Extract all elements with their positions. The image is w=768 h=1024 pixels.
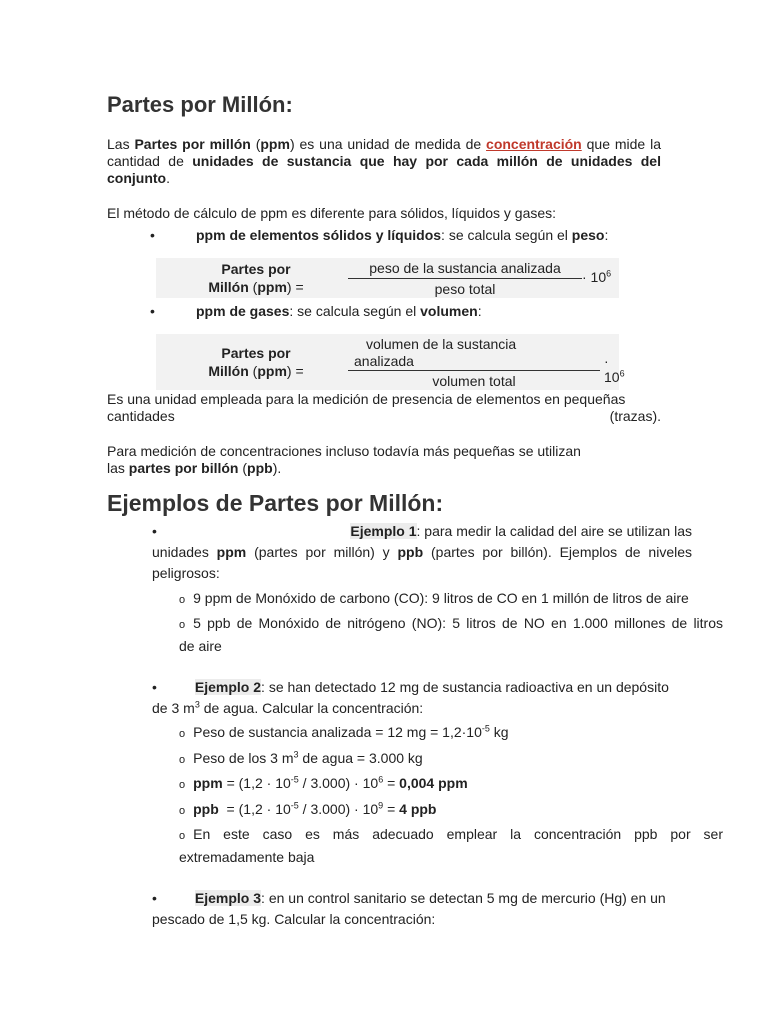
text: = — [383, 801, 400, 817]
term: ppm — [216, 544, 247, 560]
example-2 — [152, 677, 692, 698]
text: = — [383, 775, 400, 791]
example-2-item-4 — [179, 799, 723, 822]
term: Partes por millón — [134, 136, 251, 152]
text: que mide la cantidad de — [107, 136, 662, 169]
formula-weight-box — [156, 258, 619, 298]
text: : se calcula según el — [289, 303, 421, 319]
text: Peso de los 3 m — [193, 750, 294, 766]
exponent: 9 — [378, 800, 384, 811]
text: 5 ppb de Monóxido de nitrógeno (NO): 5 litros de NO en 1.000 millones de litros — [193, 615, 723, 631]
formula-numerator: peso de la sustancia analizada — [369, 260, 561, 276]
concentracion-link[interactable]: concentración — [486, 136, 582, 152]
example-2-line-2 — [152, 698, 423, 719]
ppb-paragraph — [107, 443, 661, 477]
formula-label — [176, 344, 336, 380]
text: de aire — [179, 638, 222, 654]
text: 9 ppm de Monóxido de carbono (CO): 9 litros de CO en 1 millón de litros de aire — [193, 590, 689, 606]
text: de agua = 3.000 kg — [298, 750, 423, 766]
example-2-item-2 — [179, 748, 723, 771]
term: ppb — [397, 544, 424, 560]
example-label: Ejemplo 3 — [194, 890, 262, 906]
example-label: Ejemplo 1 — [350, 523, 417, 539]
text: / 3.000) · 10 — [298, 775, 379, 791]
term-abbr: ppm — [260, 136, 290, 152]
text: : se calcula según el — [441, 227, 572, 243]
formula-numerator-line1: volumen de la sustancia — [366, 336, 517, 352]
text: : se han detectado 12 mg de sustancia radioactiva en un depósito — [261, 679, 669, 695]
examples-title: Ejemplos de Partes por Millón: — [107, 490, 444, 516]
text: Millón — [208, 363, 249, 379]
gases-bullet-text — [196, 303, 482, 319]
formula-volume-box — [156, 334, 625, 390]
text: En este caso es más adecuado emplear la concentración ppb por ser — [193, 826, 723, 842]
circle-bullet-icon: o — [179, 805, 186, 817]
text: ppm — [257, 279, 287, 295]
text: Las — [107, 136, 135, 152]
text: cantidades — [107, 408, 175, 424]
term: ppm de elementos sólidos y líquidos — [196, 227, 442, 243]
circle-bullet-icon: o — [179, 779, 186, 791]
text: ppm — [257, 363, 287, 379]
example-2-item-1 — [179, 722, 723, 745]
exponent: -5 — [481, 723, 490, 734]
example-2-item-3 — [179, 773, 723, 796]
term: ppm — [193, 775, 223, 791]
term: partes por billón — [128, 460, 239, 476]
formula-multiplier — [604, 353, 625, 385]
intro-paragraph — [107, 136, 661, 187]
trace-paragraph — [107, 391, 661, 425]
term: peso — [571, 227, 605, 243]
example-1-item-2 — [179, 613, 723, 657]
text: ( — [248, 279, 258, 295]
exponent: 3 — [293, 749, 299, 760]
circle-bullet-icon: o — [179, 830, 186, 842]
text: Peso de sustancia analizada = 12 mg = 1,2·10 — [193, 724, 482, 740]
text: ) = — [286, 279, 304, 295]
text: ) = — [286, 363, 304, 379]
bullet-icon: • — [152, 679, 157, 695]
text: · 10 — [582, 269, 607, 285]
fraction-line — [348, 370, 600, 371]
formula-denominator: volumen total — [432, 373, 516, 389]
bullet-icon: • — [152, 890, 157, 906]
term: ppm de gases — [196, 303, 290, 319]
text: . — [166, 170, 170, 186]
text: : — [604, 227, 609, 243]
result: 4 ppb — [399, 801, 437, 817]
definition: unidades de sustancia que hay por cada millón de unidades del conjunto — [107, 153, 661, 186]
example-2-item-5 — [179, 824, 723, 868]
example-1 — [152, 521, 692, 584]
text: ( — [250, 136, 261, 152]
circle-bullet-icon: o — [179, 728, 186, 740]
formula-denominator: peso total — [434, 281, 496, 297]
exponent: 6 — [619, 368, 625, 379]
text: pescado de 1,5 kg. Calcular la concentración: — [152, 911, 436, 927]
bullet-icon: • — [150, 227, 155, 243]
text: ). — [272, 460, 282, 476]
fraction-line — [348, 278, 582, 279]
text: de 3 m — [152, 700, 195, 716]
exponent: -5 — [290, 774, 299, 785]
text: ( — [238, 460, 248, 476]
circle-bullet-icon: o — [179, 754, 186, 766]
formula-numerator-line2: analizada — [354, 353, 414, 369]
exponent: -5 — [290, 800, 299, 811]
page-title: Partes por Millón: — [107, 92, 293, 117]
text: : — [477, 303, 482, 319]
bullet-icon: • — [152, 523, 157, 539]
formula-multiplier — [582, 269, 611, 285]
text: Para medición de concentraciones incluso todavía más pequeñas se utilizan — [107, 443, 581, 459]
text: las — [107, 460, 129, 476]
result: 0,004 ppm — [399, 775, 468, 791]
term-abbr: ppb — [247, 460, 273, 476]
method-paragraph: El método de cálculo de ppm es diferente para sólidos, líquidos y gases: — [107, 205, 557, 221]
text: = (1,2 · 10 — [218, 801, 291, 817]
text: de agua. Calcular la concentración: — [199, 700, 424, 716]
bullet-icon: • — [150, 303, 155, 319]
example-1-item-1 — [179, 588, 723, 611]
text: Es una unidad empleada para la medición de presencia de elementos en pequeñas — [107, 391, 626, 407]
text: kg — [489, 724, 509, 740]
text: Partes por — [221, 345, 291, 361]
text: / 3.000) · 10 — [298, 801, 379, 817]
example-label: Ejemplo 2 — [194, 679, 262, 695]
text: peligrosos: — [152, 565, 220, 581]
formula-label — [176, 260, 336, 296]
text: (partes por billón). Ejemplos de niveles — [423, 544, 692, 560]
text: Partes por — [221, 261, 291, 277]
exponent: 3 — [194, 699, 200, 710]
exponent: 6 — [606, 268, 612, 279]
example-3 — [152, 888, 692, 930]
exponent: 6 — [378, 774, 384, 785]
term: ppb — [193, 801, 219, 817]
text: ) es una unidad de medida de — [289, 136, 487, 152]
text: (partes por millón) y — [246, 544, 398, 560]
text: (trazas). — [609, 408, 661, 424]
term: volumen — [420, 303, 478, 319]
circle-bullet-icon: o — [179, 594, 186, 606]
solids-bullet-text — [196, 227, 608, 243]
text: ( — [248, 363, 258, 379]
text: : para medir la calidad del aire se utilizan las — [416, 523, 692, 539]
circle-bullet-icon: o — [179, 619, 186, 631]
text: · 10 — [604, 353, 620, 385]
text: : en un control sanitario se detectan 5 mg de mercurio (Hg) en un — [261, 890, 666, 906]
text: Millón — [208, 279, 249, 295]
text: = (1,2 · 10 — [222, 775, 291, 791]
text: extremadamente baja — [179, 849, 315, 865]
text: unidades — [152, 544, 217, 560]
